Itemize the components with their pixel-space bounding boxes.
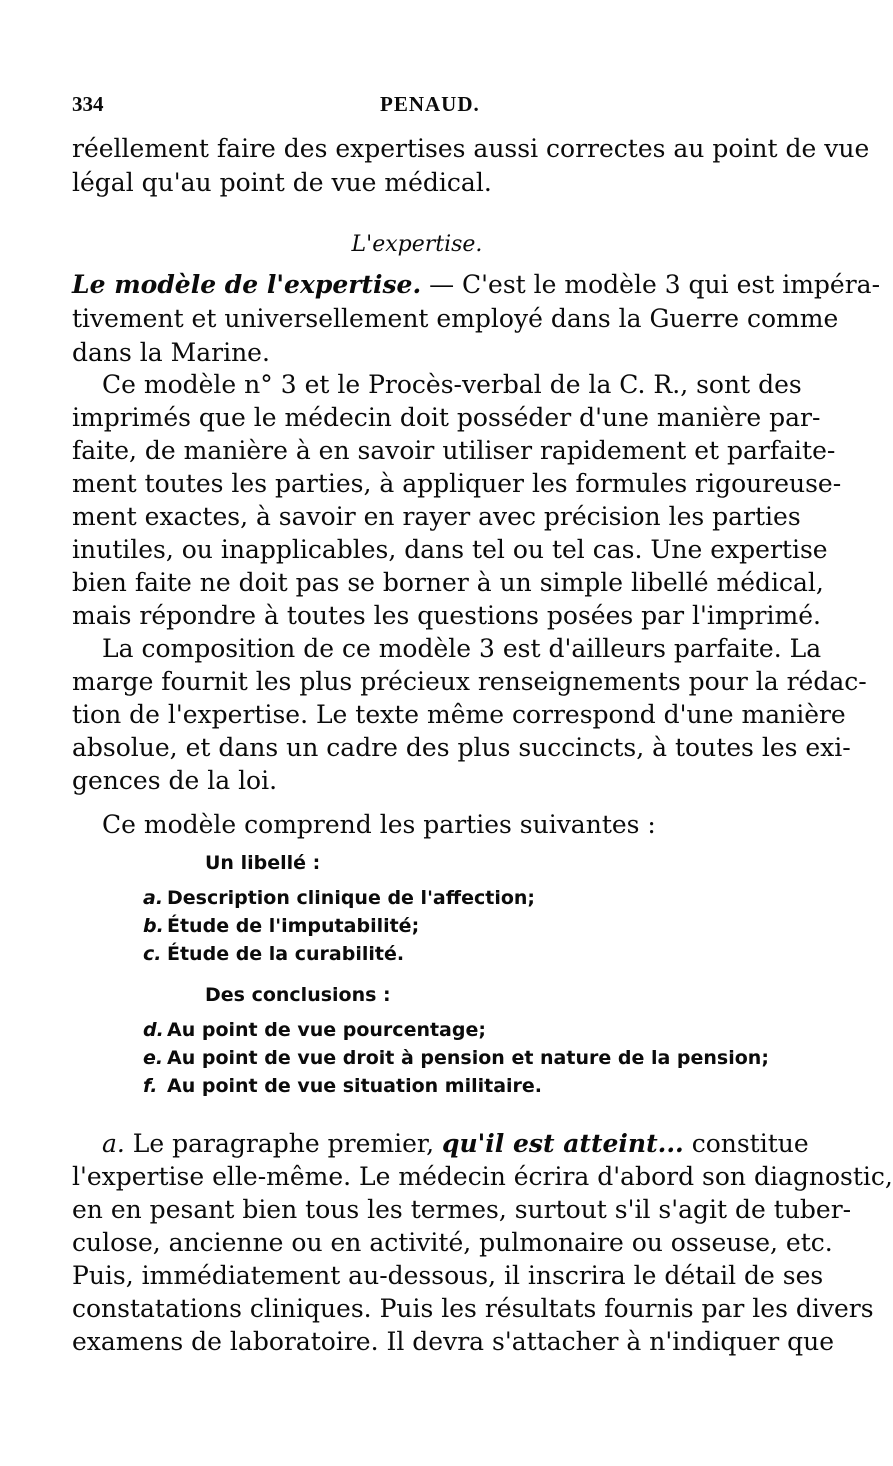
item-mark: f. (143, 1075, 158, 1097)
text-line (72, 1127, 809, 1160)
section-title: L'expertise. (351, 232, 483, 257)
item-mark: e. (143, 1047, 164, 1069)
text-line: inutiles, ou inapplicables, dans tel ou tel cas. Une expertise (72, 535, 828, 564)
page-header (72, 92, 762, 126)
quoted-phrase: qu'il est atteint... (441, 1129, 684, 1158)
text-line (72, 268, 881, 301)
item-text: Au point de vue droit à pension et nature de la pension; (167, 1047, 769, 1069)
libelle-heading: Un libellé : (205, 852, 321, 874)
text-line: Ce modèle comprend les parties suivantes : (102, 810, 656, 839)
page-number: 334 (72, 92, 104, 116)
item-text: Étude de l'imputabilité; (167, 915, 420, 937)
text-line: marge fournit les plus précieux renseignements pour la rédac- (72, 667, 867, 696)
text-line: ment exactes, à savoir en rayer avec précision les parties (72, 502, 801, 531)
text-line: absolue, et dans un cadre des plus succincts, à toutes les exi- (72, 733, 851, 762)
list-item (143, 912, 535, 940)
running-title: PENAUD. (380, 92, 480, 116)
text-line: légal qu'au point de vue médical. (72, 168, 492, 197)
text-line: La composition de ce modèle 3 est d'ailleurs parfaite. La (102, 634, 822, 663)
item-text: Étude de la curabilité. (167, 943, 405, 965)
item-text: Au point de vue situation militaire. (167, 1075, 543, 1097)
text-line: faite, de manière à en savoir utiliser rapidement et parfaite- (72, 436, 836, 465)
list-item (143, 1072, 769, 1100)
conclusions-heading: Des conclusions : (205, 984, 391, 1006)
text-line: constatations cliniques. Puis les résultats fournis par les divers (72, 1294, 874, 1323)
text-span: Le paragraphe premier, (124, 1129, 442, 1158)
text-line: l'expertise elle-même. Le médecin écrira d'abord son diagnostic, (72, 1162, 893, 1191)
text-line: tion de l'expertise. Le texte même correspond d'une manière (72, 700, 846, 729)
item-mark: d. (143, 1019, 164, 1041)
text-line: Puis, immédiatement au-dessous, il inscrira le détail de ses (72, 1261, 824, 1290)
conclusions-list (143, 1016, 769, 1100)
paragraph-mark: a. (102, 1129, 125, 1158)
text-line: réellement faire des expertises aussi correctes au point de vue (72, 134, 870, 163)
libelle-list (143, 884, 535, 968)
text-line: dans la Marine. (72, 338, 270, 367)
paragraph-leadin: Le modèle de l'expertise. (72, 270, 422, 299)
text-line: en en pesant bien tous les termes, surtout s'il s'agit de tuber- (72, 1195, 852, 1224)
list-item (143, 1044, 769, 1072)
text-span: constitue (683, 1129, 809, 1158)
item-mark: c. (143, 943, 162, 965)
text-line: culose, ancienne ou en activité, pulmonaire ou osseuse, etc. (72, 1228, 833, 1257)
text-line: tivement et universellement employé dans la Guerre comme (72, 304, 839, 333)
text-span: — C'est le modèle 3 qui est impéra- (421, 270, 881, 299)
text-line: imprimés que le médecin doit posséder d'une manière par- (72, 403, 821, 432)
text-line: bien faite ne doit pas se borner à un simple libellé médical, (72, 568, 824, 597)
text-line: examens de laboratoire. Il devra s'attacher à n'indiquer que (72, 1327, 835, 1356)
text-line: mais répondre à toutes les questions posées par l'imprimé. (72, 601, 821, 630)
list-item (143, 940, 535, 968)
item-text: Au point de vue pourcentage; (167, 1019, 486, 1041)
item-text: Description clinique de l'affection; (167, 887, 536, 909)
text-line: ment toutes les parties, à appliquer les formules rigoureuse- (72, 469, 842, 498)
list-item (143, 884, 535, 912)
text-line: gences de la loi. (72, 766, 278, 795)
item-mark: b. (143, 915, 164, 937)
text-line: Ce modèle n° 3 et le Procès-verbal de la C. R., sont des (102, 370, 802, 399)
item-mark: a. (143, 887, 164, 909)
list-item (143, 1016, 769, 1044)
